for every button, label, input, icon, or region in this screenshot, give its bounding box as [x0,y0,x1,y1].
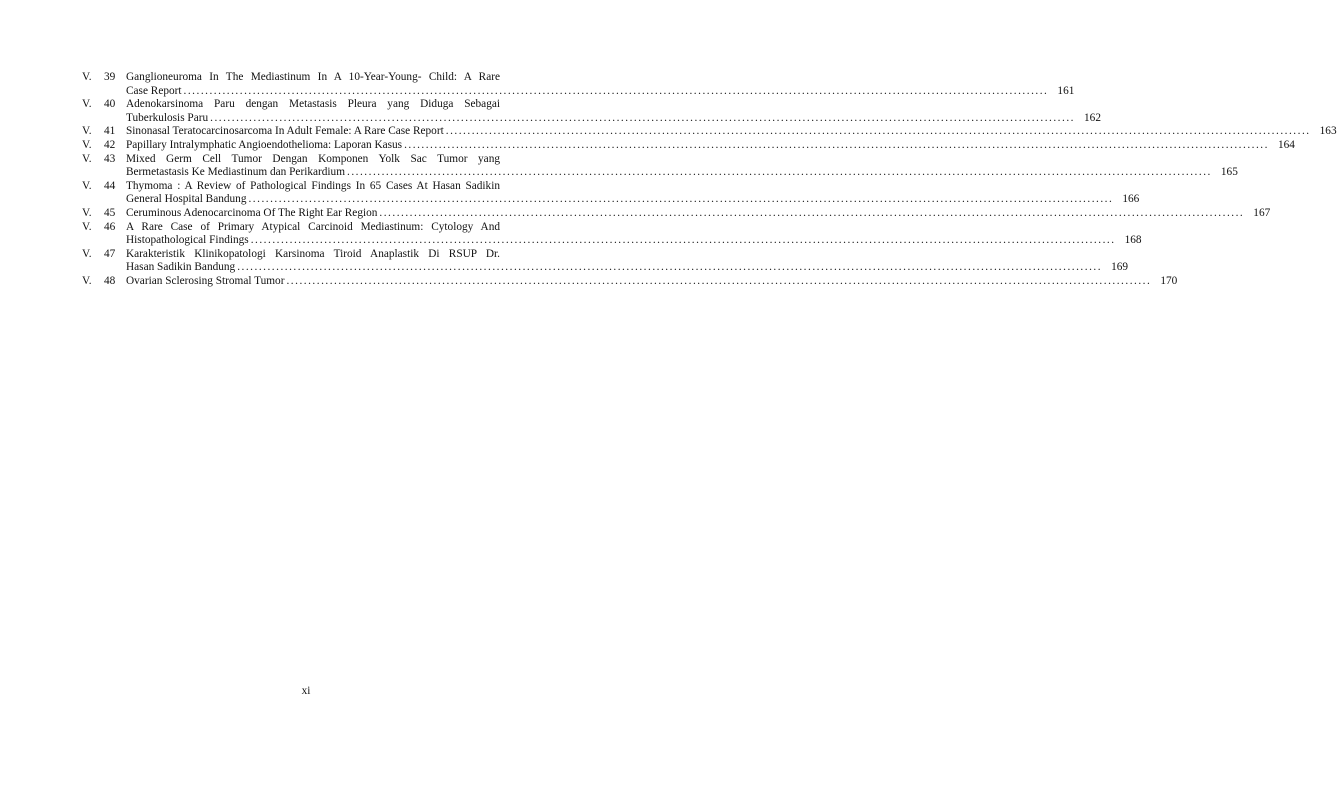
toc-entry-title: Ovarian Sclerosing Stromal Tumor [126,274,285,287]
dot-leader: ........................................................................................................................................................................................................ [347,166,1212,179]
toc-section-label: V. [82,179,92,192]
toc-entry-number: 41 [104,125,116,138]
toc-page-number: 169 [1111,261,1129,274]
dot-leader: ........................................................................................................................................................................................................ [250,234,1116,247]
dot-leader: ........................................................................................................................................................................................................ [379,206,1245,219]
toc-entry [82,125,1337,139]
dot-leader: ........................................................................................................................................................................................................ [183,84,1049,97]
toc-section-label: V. [82,247,92,260]
toc-entry-title: Case Report [126,84,182,97]
toc-entry-title-line: Thymoma : A Review of Pathological Findings In 65 Cases At Hasan Sadikin [126,179,500,192]
toc-entry [82,71,1075,98]
toc-entry-number: 48 [104,274,116,287]
toc-section-label: V. [82,274,92,287]
table-of-contents [82,71,1337,289]
toc-page-number: 161 [1057,84,1075,97]
toc-section-label: V. [82,125,92,138]
toc-entry [82,274,1178,289]
toc-page-number: 163 [1319,125,1337,138]
toc-entry [82,220,1142,248]
toc-entry [82,206,1271,221]
toc-entry-title: Histopathological Findings [126,234,249,247]
toc-section-label: V. [82,138,92,151]
dot-leader: ........................................................................................................................................................................................................ [237,261,1103,274]
toc-entry-title-line: Ganglioneuroma In The Mediastinum In A 10-Year-Young- Child: A Rare [126,71,500,83]
toc-entry-number: 39 [104,71,116,83]
toc-entry-number: 46 [104,220,116,233]
toc-entry-number: 47 [104,247,116,260]
toc-entry-title: Bermetastasis Ke Mediastinum dan Perikardium [126,166,345,179]
toc-entry-number: 42 [104,138,116,151]
toc-entry-title: Ceruminous Adenocarcinoma Of The Right Ear Region [126,206,378,219]
toc-entry-title-line: A Rare Case of Primary Atypical Carcinoid Mediastinum: Cytology And [126,220,500,233]
page-number: xi [301,685,311,697]
toc-entry-number: 44 [104,179,116,192]
toc-entry-number: 43 [104,152,116,165]
toc-page-number: 168 [1124,234,1142,247]
toc-page-number: 167 [1253,206,1271,219]
toc-entry-title-line: Mixed Germ Cell Tumor Dengan Komponen Yolk Sac Tumor yang [126,152,500,165]
toc-section-label: V. [82,71,92,83]
toc-entry [82,138,1295,153]
toc-entry-number: 40 [104,98,116,111]
toc-entry [82,152,1238,180]
toc-entry-title-line: Karakteristik Klinikopatologi Karsinoma Tiroid Anaplastik Di RSUP Dr. [126,247,500,260]
toc-entry-title: General Hospital Bandung [126,193,247,206]
toc-section-label: V. [82,152,92,165]
toc-section-label: V. [82,98,92,111]
toc-entry-title-line: Adenokarsinoma Paru dengan Metastasis Pleura yang Diduga Sebagai [126,98,500,111]
toc-section-label: V. [82,206,92,219]
toc-entry-title: Sinonasal Teratocarcinosarcoma In Adult Female: A Rare Case Report [126,125,444,138]
toc-entry-title: Tuberkulosis Paru [126,111,209,124]
toc-page-number: 170 [1160,274,1178,287]
toc-entry-title: Papillary Intralymphatic Angioendothelioma: Laporan Kasus [126,138,403,151]
toc-page-number: 166 [1122,193,1140,206]
toc-entry [82,247,1129,275]
toc-page-number: 162 [1084,111,1101,124]
toc-page-number: 165 [1220,166,1238,179]
toc-section-label: V. [82,220,92,233]
toc-entry [82,179,1140,207]
toc-entry [82,98,1101,125]
dot-leader: ........................................................................................................................................................................................................ [404,138,1269,151]
dot-leader: ........................................................................................................................................................................................................ [286,274,1152,287]
toc-entry-title: Hasan Sadikin Bandung [126,261,236,274]
dot-leader: ........................................................................................................................................................................................................ [210,111,1075,124]
toc-entry-number: 45 [104,206,116,219]
dot-leader: ........................................................................................................................................................................................................ [248,193,1114,206]
toc-page-number: 164 [1277,138,1295,151]
dot-leader: ........................................................................................................................................................................................................ [445,125,1311,138]
